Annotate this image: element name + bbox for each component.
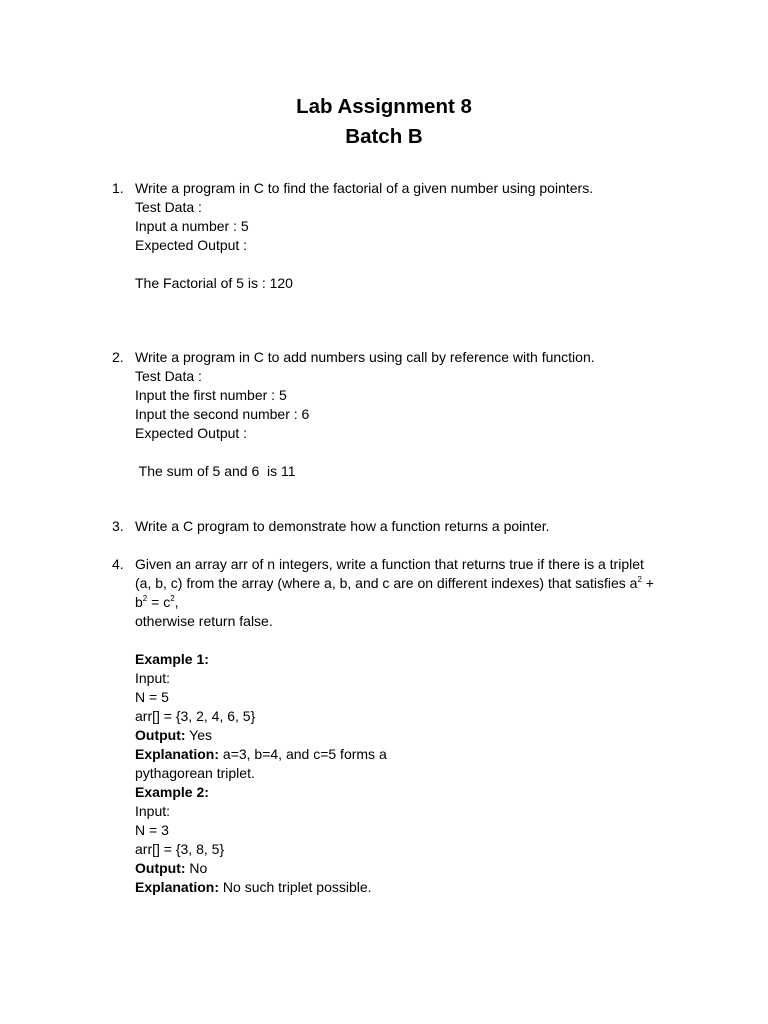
output-label: Output: [135,727,186,743]
question-prompt: Write a program in C to find the factorial of a given number using pointers. [135,180,594,196]
prompt-equals: = c [147,594,171,610]
question-prompt [135,555,663,612]
test-data-label: Test Data : [135,368,202,384]
test-input: Input a number : 5 [135,218,249,234]
example-1-arr: arr[] = {3, 2, 4, 6, 5} [135,708,256,724]
question-prompt-end: otherwise return false. [135,613,273,629]
question-body [135,517,663,536]
output-label: Output: [135,860,186,876]
test-input-2: Input the second number : 6 [135,406,310,422]
example-2-heading: Example 2: [135,784,209,800]
title-line-1: Lab Assignment 8 [296,95,472,118]
expected-output-label: Expected Output : [135,425,248,441]
example-1-explanation-cont: pythagorean triplet. [135,765,255,781]
example-2-explanation [135,878,663,897]
example-2-arr: arr[] = {3, 8, 5} [135,841,225,857]
question-number: 2. [112,349,124,365]
title-line-2: Batch B [345,125,423,148]
example-1-explanation [135,745,663,764]
example-1-n: N = 5 [135,689,169,705]
example-2-input-label: Input: [135,803,171,819]
explanation-label: Explanation: [135,746,220,762]
explanation-value: No such triplet possible. [219,879,372,895]
superscript-2: 2 [637,575,642,584]
expected-output: The sum of 5 and 6 is 11 [135,463,296,479]
example-1-output [135,726,663,745]
blank-line [135,443,663,462]
output-value: Yes [185,727,213,743]
question-body [135,348,663,481]
question-body [135,555,663,897]
example-1-input-label: Input: [135,670,171,686]
prompt-comma: , [174,594,179,610]
question-number: 3. [112,518,124,534]
test-input-1: Input the first number : 5 [135,387,287,403]
question-prompt: Write a C program to demonstrate how a function returns a pointer. [135,518,550,534]
blank-line [135,631,663,650]
superscript-2: 2 [170,594,175,603]
example-2-output [135,859,663,878]
blank-line [135,255,663,274]
example-2-n: N = 3 [135,822,169,838]
output-value: No [185,860,208,876]
question-body [135,179,663,293]
expected-output: The Factorial of 5 is : 120 [135,275,293,291]
test-data-label: Test Data : [135,199,202,215]
example-1-heading: Example 1: [135,651,209,667]
document-title [0,92,768,152]
explanation-value: a=3, b=4, and c=5 forms a [219,746,387,762]
prompt-text: Given an array arr of n integers, write a function that returns true if there is a triplet (a, b, c) from the array (where a, b, and c are on different indexes) that satisfies a [135,556,644,591]
superscript-2: 2 [142,594,148,603]
expected-output-label: Expected Output : [135,237,248,253]
question-number: 4. [112,556,124,572]
question-prompt: Write a program in C to add numbers using call by reference with function. [135,349,595,365]
prompt-plus: + b [135,575,654,610]
question-number: 1. [112,180,124,196]
explanation-label: Explanation: [135,879,220,895]
